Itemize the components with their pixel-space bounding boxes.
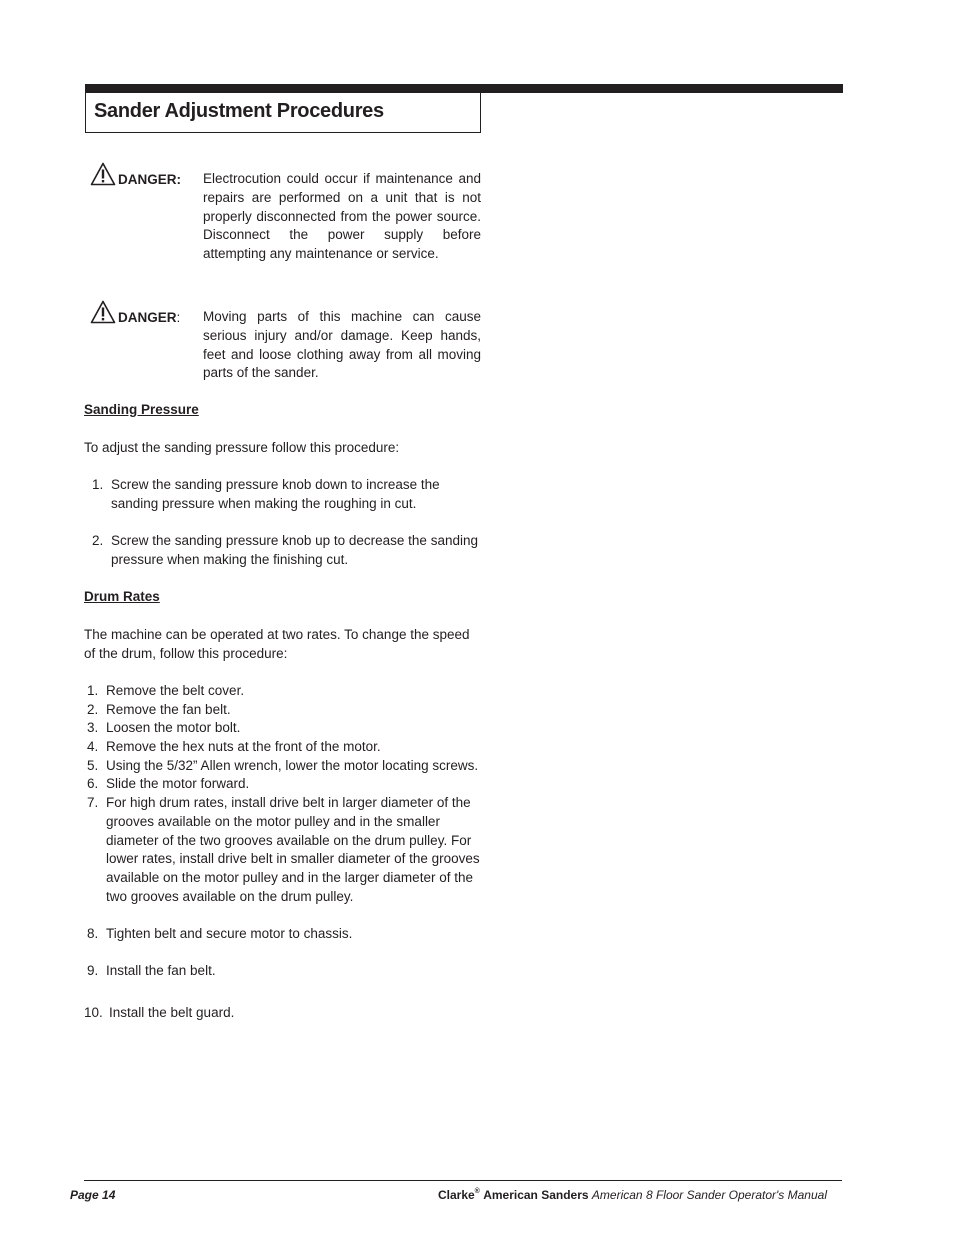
section-heading-drum-rates: Drum Rates [84,589,160,604]
danger-warning-electrocution [90,170,482,260]
footer-rule [84,1180,842,1181]
list-item: 1. Screw the sanding pressure knob down to increase the sanding pressure when making the roughing in cut. [92,477,440,511]
list-item: 2. Screw the sanding pressure knob up to decrease the sanding pressure when making the finishing cut. [92,533,478,567]
list-item: 7. For high drum rates, install drive belt in larger diameter of the grooves available on the motor pulley and in the smaller diameter of the two grooves available on the drum pulley. For lower rates, install drive belt in smaller diameter of the grooves available on the motor pulley and in the larger diameter of the two grooves available on the drum pulley. [87,795,480,904]
danger-label: DANGER: [118,310,181,325]
list-item: 6. Slide the motor forward. [87,776,250,791]
list-item: 8. Tighten belt and secure motor to chassis. [87,926,353,941]
danger-text: Electrocution could occur if maintenance and repairs are performed on a unit that is not properly disconnected from the power source. Disconnect the power supply before attempting any maintenance or service. [203,171,481,262]
danger-text: Moving parts of this machine can cause serious injury and/or damage. Keep hands, feet and loose clothing away from all moving parts of the sander. [203,309,481,381]
warning-triangle-icon [90,162,116,186]
list-item: 1. Remove the belt cover. [87,683,245,698]
list-item: 4. Remove the hex nuts at the front of the motor. [87,739,381,754]
list-item: 9. Install the fan belt. [87,963,216,978]
footer-manual-title: Clarke® American Sanders American 8 Floor Sander Operator's Manual [437,1188,827,1202]
list-item: 2. Remove the fan belt. [87,702,231,717]
page-number: Page 14 [70,1188,116,1202]
warning-triangle-icon [90,300,116,324]
section-heading-sanding-pressure: Sanding Pressure [84,402,199,417]
sanding-pressure-intro: To adjust the sanding pressure follow this procedure: [84,440,400,455]
list-item: 10. Install the belt guard. [84,1005,235,1020]
drum-rates-intro: The machine can be operated at two rates. To change the speed of the drum, follow this procedure: [84,627,470,661]
danger-warning-moving-parts [90,308,482,398]
list-item: 5. Using the 5/32” Allen wrench, lower the motor locating screws. [87,758,479,773]
page-title: Sander Adjustment Procedures [94,100,384,122]
list-item: 3. Loosen the motor bolt. [87,720,241,735]
danger-label: DANGER: [118,172,182,187]
